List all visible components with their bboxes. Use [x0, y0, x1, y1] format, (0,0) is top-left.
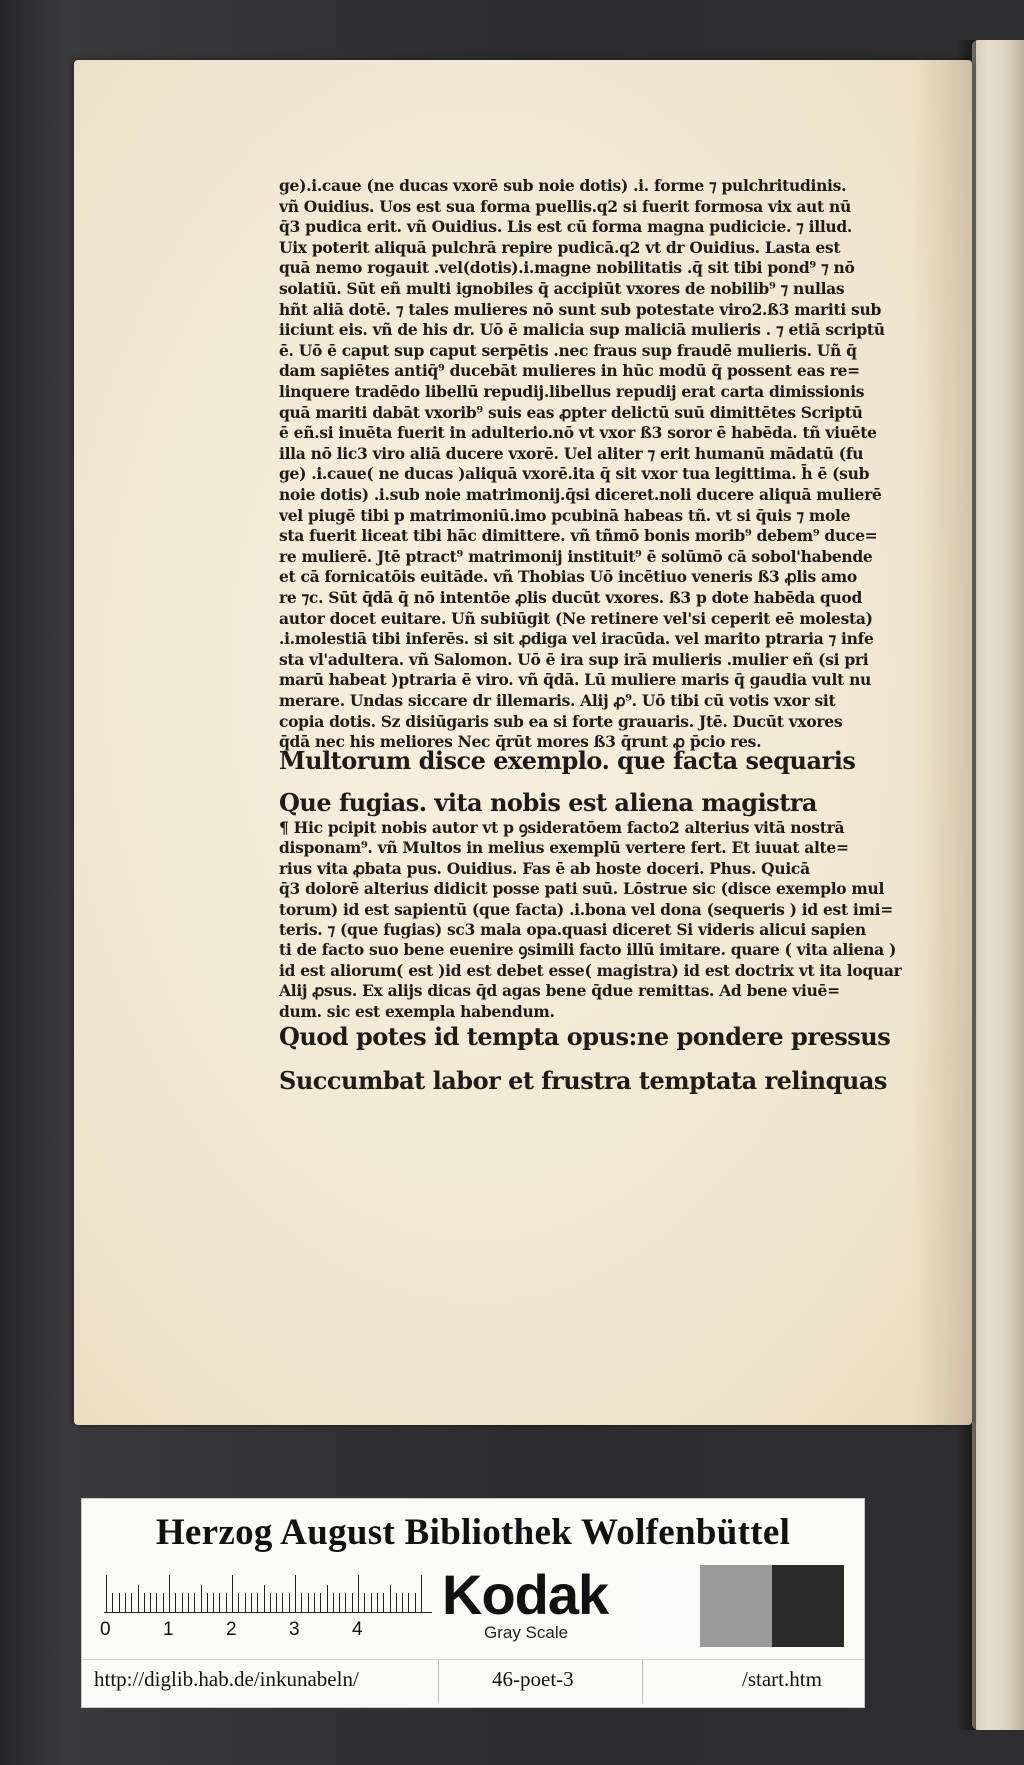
ruler-tick — [175, 1593, 176, 1613]
library-name: Herzog August Bibliothek Wolfenbüttel — [155, 1512, 791, 1553]
ruler-tick — [421, 1575, 422, 1613]
kodak-grayscale-label — [442, 1563, 642, 1643]
ruler-number: 4 — [352, 1619, 363, 1640]
commentary-line: marū habeat )ptraria ē viro. vñ q̄dā. Lū muliere maris q̄ gaudia vult nu — [279, 670, 872, 689]
ruler-tick — [112, 1593, 113, 1613]
url-suffix: /start.htm — [742, 1667, 822, 1691]
ruler-tick — [415, 1593, 416, 1613]
library-target-strip — [81, 1498, 865, 1708]
commentary-line: rius vita ꝓbata pus. Ouidius. Fas ē ab hoste doceri. Phus. Quicā — [279, 859, 810, 878]
commentary-line: disponam⁹. vñ Multos in melius exemplū vertere fert. Et iuuat alte= — [279, 838, 849, 857]
url-separator — [642, 1659, 643, 1703]
verse-line: Quod potes id tempta opus:ne pondere pressus — [279, 1022, 891, 1051]
commentary-line: ¶ Hic pcipit nobis autor vt p ꝯsideratōem facto2 alterius vitā nostrā — [279, 818, 845, 837]
commentary-line: noie dotis) .i.sub noie matrimonij.q̄si diceret.noli ducere aliquā mulierē — [279, 485, 882, 504]
verse-line: Que fugias. vita nobis est aliena magistra — [279, 788, 817, 817]
url-row — [82, 1659, 864, 1703]
ruler-tick — [352, 1593, 353, 1613]
ruler-tick — [245, 1593, 246, 1613]
commentary-line: Alij ꝓsus. Ex alijs dicas q̄d agas bene q̄due remittas. Ad bene viuē= — [279, 981, 840, 1000]
commentary-line: re mulierē. Jtē ptract⁹ matrimonij instituit⁹ ē solūmō cā sobol'habende — [279, 547, 873, 566]
adjacent-page-edge — [972, 40, 1024, 1730]
ruler-tick — [408, 1593, 409, 1613]
commentary-line: ge).i.caue (ne ducas vxorē sub noie dotis) .i. forme ⁊ pulchritudinis. — [279, 176, 847, 195]
ruler-number: 1 — [163, 1619, 174, 1640]
ruler-tick — [188, 1593, 189, 1613]
ruler-tick — [257, 1593, 258, 1613]
ruler-tick — [314, 1593, 315, 1613]
commentary-line: hñt aliā dotē. ⁊ tales mulieres nō sunt sub potestate viro2.ß3 mariti sub — [279, 300, 881, 319]
ruler-tick — [232, 1575, 233, 1613]
commentary-line: et cā fornicatōis euitāde. vñ Thobias Uō incētiuo veneris ß3 ꝓlis amo — [279, 567, 857, 586]
ruler-tick — [182, 1593, 183, 1613]
commentary-line: copia dotis. Sz disiūgaris sub ea si forte grauaris. Jtē. Ducūt vxores — [279, 712, 843, 731]
ruler-number: 3 — [289, 1619, 300, 1640]
ruler-tick — [219, 1593, 220, 1613]
commentary-line: iiciunt eis. vñ de his dr. Uō ē malicia sup maliciā mulieris . ⁊ etiā scriptū — [279, 320, 885, 339]
ruler-tick — [364, 1593, 365, 1613]
ruler-tick — [264, 1585, 265, 1613]
gray-scale-caption: Gray Scale — [484, 1623, 569, 1642]
ruler-tick — [402, 1593, 403, 1613]
ruler-tick — [383, 1593, 384, 1613]
ruler-tick — [320, 1593, 321, 1613]
ruler-tick — [194, 1593, 195, 1613]
ruler-tick — [238, 1593, 239, 1613]
gray-patch-dark — [772, 1565, 844, 1647]
commentary-line: vñ Ouidius. Uos est sua forma puellis.q2 si fuerit formosa vix aut nū — [279, 197, 851, 216]
commentary-line: Uix poterit aliquā pulchrā repire pudicā.q2 vt dr Ouidius. Lasta est — [279, 238, 841, 257]
ruler-tick — [371, 1593, 372, 1613]
commentary-line: dam sapiētes antiq̄⁹ ducebāt mulieres in hūc modū q̄ possent eas re= — [279, 361, 860, 380]
ruler-tick — [138, 1585, 139, 1613]
commentary-line: autor docet euitare. Uñ subiūgit (Ne retinere vel'si ceperit eē molesta) — [279, 609, 873, 628]
gray-patch-white — [640, 1565, 700, 1647]
ruler-tick — [282, 1593, 283, 1613]
commentary-line: linquere tradēdo libellū repudij.libellus repudij erat carta dimissionis — [279, 382, 865, 401]
ruler-tick — [207, 1593, 208, 1613]
ruler-tick — [213, 1593, 214, 1613]
commentary-line: teris. ⁊ (que fugias) sc3 mala opa.quasi diceret Si videris alicui sapien — [279, 920, 866, 939]
book-page — [74, 60, 972, 1425]
url-separator — [438, 1659, 439, 1703]
ruler-tick — [358, 1575, 359, 1613]
ruler-tick — [163, 1593, 164, 1613]
ruler-tick — [125, 1593, 126, 1613]
ruler-tick — [169, 1575, 170, 1613]
ruler-tick — [144, 1593, 145, 1613]
ruler-tick — [301, 1593, 302, 1613]
scale-ruler — [100, 1565, 432, 1640]
commentary-line: sta vl'adultera. vñ Salomon. Uō ē ira sup irā mulieris .mulier eñ (si pri — [279, 650, 869, 669]
commentary-line: sta fuerit liceat tibi hāc dimittere. vñ tñmō bonis morib⁹ debem⁹ duce= — [279, 526, 878, 545]
page-text-block — [74, 60, 972, 1425]
commentary-line: .i.molestiā tibi inferēs. si sit ꝓdiga vel iracūda. vel marito ptraria ⁊ infe — [279, 629, 874, 648]
ruler-tick — [327, 1585, 328, 1613]
ruler-tick — [396, 1593, 397, 1613]
ruler-tick — [377, 1593, 378, 1613]
ruler-tick — [276, 1593, 277, 1613]
ruler-tick — [333, 1593, 334, 1613]
commentary-line: q̄3 dolorē alterius didicit posse pati suū. Lōstrue sic (disce exemplo mul — [279, 879, 885, 898]
commentary-line: q̄dā nec his meliores Nec q̄rūt mores ß3 q̄runt ꝓ p̄cio res. — [279, 732, 762, 751]
commentary-line: torum) id est sapientū (que facta) .i.bona vel dona (sequeris ) id est imi= — [279, 900, 893, 919]
gray-patch-mid — [700, 1565, 772, 1647]
commentary-line: quā nemo rogauit .vel(dotis).i.magne nobilitatis .q̄ sit tibi pond⁹ ⁊ nō — [279, 258, 855, 277]
url-divider — [82, 1659, 864, 1660]
kodak-logo: Kodak — [442, 1563, 609, 1626]
commentary-line: merare. Undas siccare dr illemaris. Alij ꝓ⁹. Uō tibi cū votis vxor sit — [279, 691, 836, 710]
ruler-tick — [345, 1593, 346, 1613]
commentary-line: ē eñ.si inuēta fuerit in adulterio.nō vt vxor ß3 soror ē habēda. tñ viuēte — [279, 423, 877, 442]
commentary-line: quā mariti dabāt vxorib⁹ suis eas ꝓpter delictū suū dimittētes Scriptū — [279, 403, 863, 422]
ruler-number: 2 — [226, 1619, 237, 1640]
ruler-tick — [339, 1593, 340, 1613]
ruler-tick — [251, 1593, 252, 1613]
ruler-tick — [119, 1593, 120, 1613]
ruler-tick — [270, 1593, 271, 1613]
commentary-line: ē. Uō ē caput sup caput serpētis .nec fraus sup fraudē mulieris. Uñ q̄ — [279, 341, 857, 360]
ruler-tick — [131, 1593, 132, 1613]
commentary-line: ti de facto suo bene euenire ꝯsimili facto illū imitare. quare ( vita aliena ) — [279, 940, 896, 959]
ruler-tick — [156, 1593, 157, 1613]
ruler-tick — [201, 1585, 202, 1613]
commentary-line: re ⁊c. Sūt q̄dā q̄ nō intentōe ꝓlis ducūt vxores. ß3 p dote habēda quod — [279, 588, 862, 607]
ruler-tick — [289, 1593, 290, 1613]
url-id: 46-poet-3 — [492, 1667, 574, 1691]
commentary-line: illa nō lic3 viro aliā ducere vxorē. Uel aliter ⁊ erit humanū mādatū (fu — [279, 444, 864, 463]
commentary-line: solatiū. Sūt eñ multi ignobiles q̄ accipiūt vxores de nobilib⁹ ⁊ nullas — [279, 279, 845, 298]
url-base: http://diglib.hab.de/inkunabeln/ — [94, 1667, 359, 1691]
commentary-line: id est aliorum( est )id est debet esse( magistra) id est doctrix vt ita loquar — [279, 961, 902, 980]
verse-line: Succumbat labor et frustra temptata relinquas — [279, 1066, 887, 1095]
commentary-line: q̄3 pudica erit. vñ Ouidius. Lis est cū forma magna pudicicie. ⁊ illud. — [279, 217, 853, 236]
commentary-line: vel piugē tibi p matrimoniū.imo pcubinā habeas tñ. vt si q̄uis ⁊ mole — [279, 506, 851, 525]
ruler-tick — [390, 1585, 391, 1613]
ruler-tick — [308, 1593, 309, 1613]
ruler-tick — [295, 1575, 296, 1613]
ruler-tick — [226, 1593, 227, 1613]
commentary-line: ge) .i.caue( ne ducas )aliquā vxorē.ita q̄ sit vxor tua legittima. h̄ ē (sub — [279, 464, 870, 483]
ruler-number: 0 — [100, 1619, 111, 1640]
verse-line: Multorum disce exemplo. que facta sequaris — [279, 746, 856, 775]
ruler-tick — [106, 1575, 107, 1613]
commentary-line: dum. sic est exempla habendum. — [279, 1002, 555, 1021]
ruler-tick — [150, 1593, 151, 1613]
